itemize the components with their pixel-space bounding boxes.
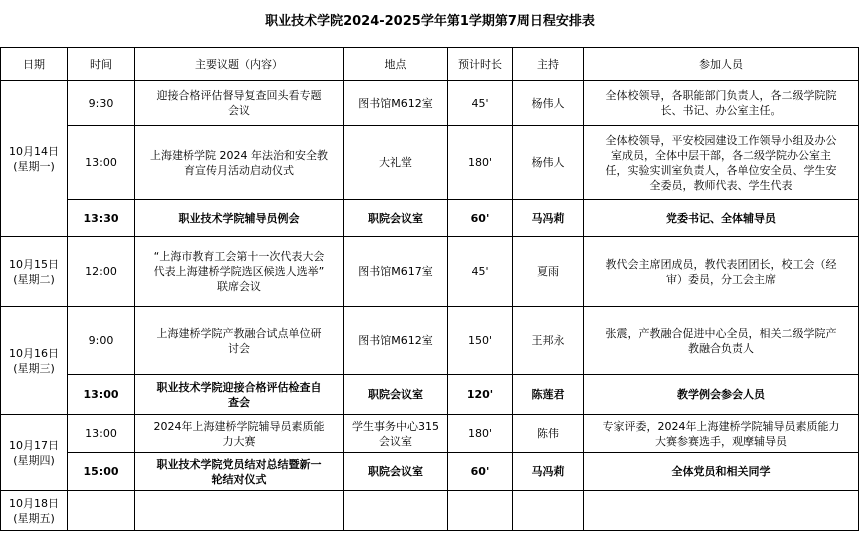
- header-time: 时间: [68, 48, 135, 81]
- attendees-cell: [584, 237, 859, 307]
- attendees-cell: [584, 81, 859, 126]
- duration-cell: 180': [448, 415, 513, 453]
- attendees-cell: 教学例会参会人员: [584, 375, 859, 415]
- duration-cell: 120': [448, 375, 513, 415]
- time-cell: 13:00: [68, 375, 135, 415]
- topic-line: “上海市教育工会第十一次代表大会: [153, 250, 325, 263]
- weekday-text: (星期四): [13, 453, 55, 467]
- table-row: [1, 81, 859, 126]
- topic-line: 讨会: [228, 341, 250, 355]
- date-text: 10月18日: [9, 496, 59, 510]
- topic-line: 上海建桥学院产教融合试点单位研: [156, 326, 322, 340]
- topic-cell: [135, 415, 344, 453]
- table-row: [1, 415, 859, 453]
- header-location: 地点: [344, 48, 448, 81]
- date-text: 10月16日: [9, 346, 59, 360]
- attendees-line: 全体校领导，平安校园建设工作领导小组及办公: [605, 133, 837, 147]
- topic-cell: [135, 126, 344, 200]
- attendees-cell: [584, 491, 859, 531]
- header-attendees: 参加人员: [584, 48, 859, 81]
- host-cell: 杨伟人: [513, 126, 584, 200]
- header-topic: 主要议题（内容）: [135, 48, 344, 81]
- attendees-cell: [584, 126, 859, 200]
- topic-cell: [135, 307, 344, 375]
- table-row: [1, 307, 859, 375]
- attendees-line: 专家评委，2024年上海建桥学院辅导员素质能力: [602, 419, 840, 433]
- topic-line: 代表上海建桥学院选区候选人选举”: [153, 265, 325, 278]
- header-duration: 预计时长: [448, 48, 513, 81]
- table-row: [1, 491, 859, 531]
- time-cell: 15:00: [68, 453, 135, 491]
- attendees-cell: [584, 415, 859, 453]
- time-cell: 12:00: [68, 237, 135, 307]
- time-cell: 13:30: [68, 200, 135, 237]
- weekday-text: (星期五): [13, 511, 55, 525]
- schedule-table: [0, 47, 859, 531]
- topic-cell: [135, 237, 344, 307]
- topic-cell: 职业技术学院辅导员例会: [135, 200, 344, 237]
- weekday-text: (星期一): [13, 159, 55, 173]
- time-cell: 9:30: [68, 81, 135, 126]
- date-text: 10月14日: [9, 144, 59, 158]
- attendees-line: 教代会主席团成员，教代表团团长，校工会（经: [605, 257, 837, 271]
- location-cell: [344, 415, 448, 453]
- topic-cell: [135, 81, 344, 126]
- attendees-line: 全委员，教师代表、学生代表: [649, 178, 793, 192]
- topic-line: 上海建桥学院 2024 年法治和安全教: [150, 148, 328, 162]
- header-date: 日期: [1, 48, 68, 81]
- location-cell: 大礼堂: [344, 126, 448, 200]
- topic-line: 2024年上海建桥学院辅导员素质能: [153, 419, 325, 433]
- location-cell: [344, 491, 448, 531]
- host-cell: 夏雨: [513, 237, 584, 307]
- location-cell: 图书馆M617室: [344, 237, 448, 307]
- location-line: 学生事务中心315: [352, 419, 439, 433]
- attendees-cell: [584, 307, 859, 375]
- table-header-row: [1, 48, 859, 81]
- attendees-line: 室成员，全体中层干部，各二级学院办公室主: [611, 148, 831, 162]
- topic-line: 育宣传月活动启动仪式: [184, 163, 294, 177]
- table-row: [1, 237, 859, 307]
- header-host: 主持: [513, 48, 584, 81]
- attendees-line: 长、书记、办公室主任。: [660, 104, 782, 117]
- table-row: [1, 375, 859, 415]
- attendees-line: 张震，产教融合促进中心全员，相关二级学院产: [605, 326, 837, 340]
- attendees-cell: 党委书记、全体辅导员: [584, 200, 859, 237]
- topic-line: 力大赛: [222, 434, 256, 448]
- topic-cell: [135, 491, 344, 531]
- duration-cell: 60': [448, 200, 513, 237]
- attendees-line: 大赛参赛选手，观摩辅导员: [655, 434, 787, 448]
- date-cell: [1, 81, 68, 237]
- host-cell: 陈莲君: [513, 375, 584, 415]
- location-cell: 职院会议室: [344, 453, 448, 491]
- time-cell: 13:00: [68, 126, 135, 200]
- time-cell: 13:00: [68, 415, 135, 453]
- host-cell: 马冯莉: [513, 453, 584, 491]
- host-cell: 陈伟: [513, 415, 584, 453]
- location-cell: 职院会议室: [344, 200, 448, 237]
- attendees-line: 全体校领导，各职能部门负责人，各二级学院院: [605, 89, 837, 102]
- date-cell: [1, 307, 68, 415]
- topic-line: 轮结对仪式: [211, 472, 267, 486]
- time-cell: 9:00: [68, 307, 135, 375]
- date-cell: [1, 415, 68, 491]
- topic-cell: [135, 375, 344, 415]
- table-row: [1, 453, 859, 491]
- attendees-line: 审）委员，分工会主席: [666, 272, 776, 286]
- location-cell: 图书馆M612室: [344, 81, 448, 126]
- weekday-text: (星期二): [13, 272, 55, 286]
- host-cell: 杨伟人: [513, 81, 584, 126]
- location-cell: 图书馆M612室: [344, 307, 448, 375]
- duration-cell: 150': [448, 307, 513, 375]
- duration-cell: 45': [448, 81, 513, 126]
- table-row: [1, 126, 859, 200]
- location-cell: 职院会议室: [344, 375, 448, 415]
- topic-line: 联席会议: [217, 280, 261, 293]
- host-cell: [513, 491, 584, 531]
- attendees-line: 任，实验实训室负责人，各单位安全员、学生安: [605, 163, 837, 177]
- attendees-cell: 全体党员和相关同学: [584, 453, 859, 491]
- date-cell: [1, 237, 68, 307]
- duration-cell: [448, 491, 513, 531]
- duration-cell: 60': [448, 453, 513, 491]
- date-cell: [1, 491, 68, 531]
- host-cell: 王邦永: [513, 307, 584, 375]
- weekday-text: (星期三): [13, 361, 55, 375]
- date-text: 10月15日: [9, 257, 59, 271]
- duration-cell: 180': [448, 126, 513, 200]
- topic-line: 职业技术学院迎接合格评估检查自: [156, 380, 322, 394]
- attendees-line: 教融合负责人: [688, 341, 754, 355]
- topic-line: 职业技术学院党员结对总结暨新一: [156, 457, 322, 471]
- date-text: 10月17日: [9, 438, 59, 452]
- topic-line: 查会: [228, 395, 250, 409]
- topic-cell: [135, 453, 344, 491]
- table-row: [1, 200, 859, 237]
- duration-cell: 45': [448, 237, 513, 307]
- topic-line: 迎接合格评估督导复查回头看专题: [156, 89, 322, 102]
- location-line: 会议室: [379, 434, 412, 448]
- topic-line: 会议: [228, 104, 250, 117]
- host-cell: 马冯莉: [513, 200, 584, 237]
- time-cell: [68, 491, 135, 531]
- page-title: 职业技术学院2024-2025学年第1学期第7周日程安排表: [265, 14, 595, 29]
